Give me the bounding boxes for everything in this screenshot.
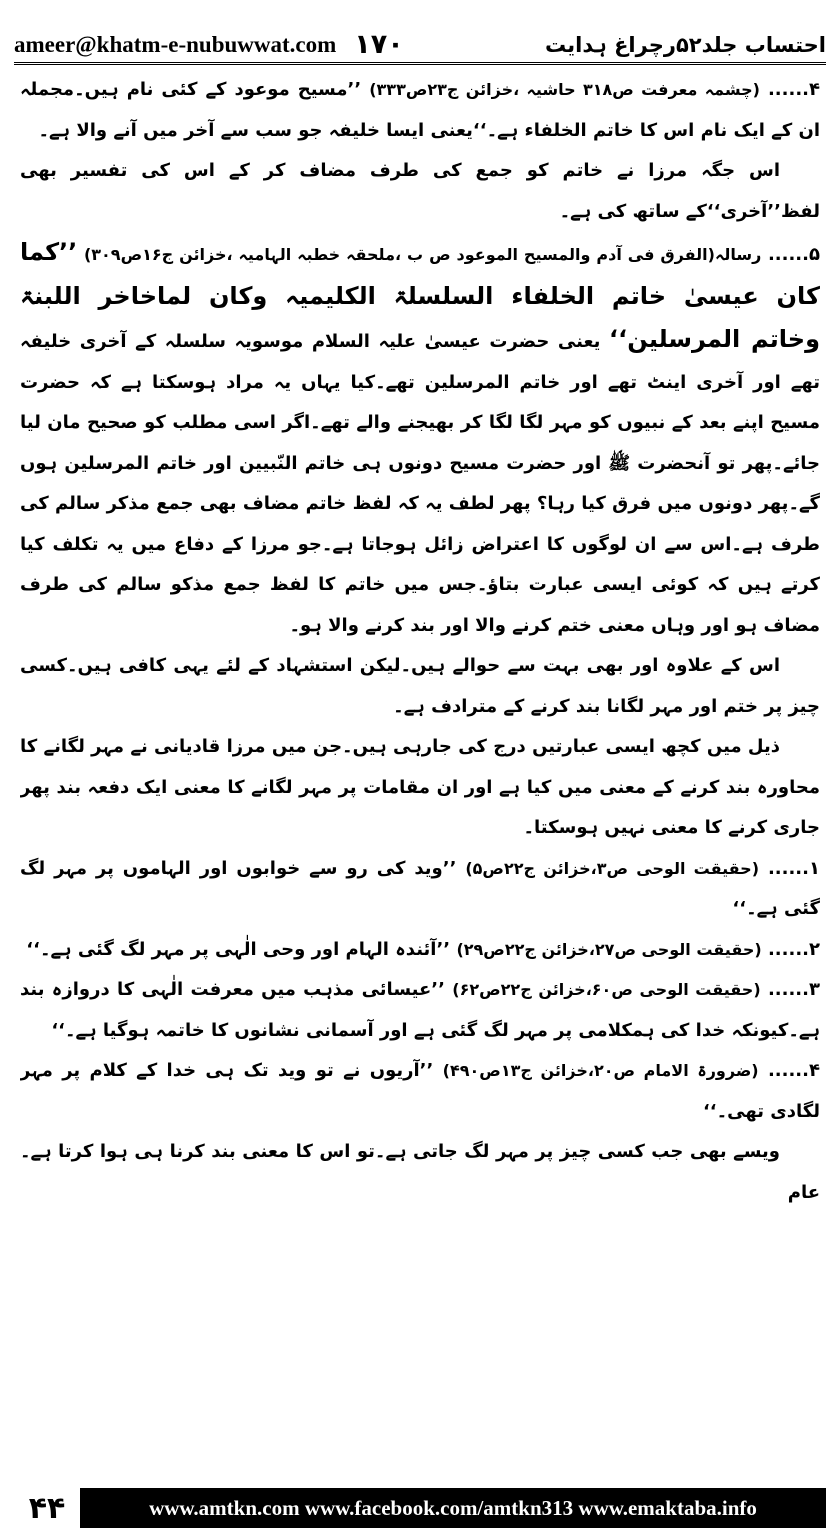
citation: (ضرورۃ الامام ص۲۰،خزائن ج۱۳ص۴۹۰) [442, 1061, 759, 1080]
footer-page-number: ۴۴ [28, 1490, 66, 1526]
item-number: ۳...... [767, 979, 820, 1000]
item-number: ۴...... [767, 79, 820, 100]
quote-text: ’’آریوں نے تو وید تک ہی خدا کے کلام پر مہر لگادی تھی۔‘‘ [20, 1060, 820, 1122]
header-email: ameer@khatm-e-nubuwwat.com [14, 32, 337, 57]
quote-text: ’’عیسائی مذہب میں معرفت الٰہی کا دروازہ بند ہے۔کیونکہ خدا کی ہمکلامی پر مہر لگ گئی ہے اور آسمانی نشانوں کا خاتمہ ہوگیا ہے۔‘‘ [20, 979, 820, 1041]
paragraph-4 [20, 70, 820, 151]
item-number: ۱...... [767, 857, 820, 879]
list-item-4 [20, 1051, 820, 1132]
quote-text: ’’آئندہ الہام اور وحی الٰہی پر مہر لگ گئی ہے۔‘‘ [26, 938, 451, 960]
quote-text: یعنی حضرت عیسیٰ علیہ السلام موسویہ سلسلہ کے آخری خلیفہ تھے اور آخری اینٹ تھے اور خاتم المرسلین تھے۔کیا یہاں یہ مراد ہوسکتا ہے کہ حضرت مسیح اپنے بعد کے نبیوں کو مہر لگا لگا کر بھیجنے والے تھے۔اگر اسی مطلب کو صحیح مان لیا جائے۔پھر تو آنحضرت ﷺ اور حضرت مسیح دونوں ہی خاتم النّبیین اور خاتم المرسلین ہوں گے۔پھر دونوں میں فرق کیا رہا؟ پھر لطف یہ کہ لفظ خاتم مضاف بھی جمع مذکر سالم کی طرف ہے۔اس سے ان لوگوں کا اعتراض زائل ہوجاتا ہے۔جو مرزا کے دفاع میں یہ تکلف کیا کرتے ہیں کہ کوئی ایسی عبارت بتاؤ۔جس میں خاتم کا لفظ جمع مذکو سالم کی طرف مضاف ہو اور وہاں معنی ختم کرنے والا اور بند کرنے والا ہو۔ [20, 331, 820, 636]
footer-links[interactable]: www.amtkn.com www.facebook.com/amtkn313 www.emaktaba.info [80, 1488, 826, 1528]
list-item-2 [20, 930, 820, 971]
arabic-quote: ’’کما کان عیسیٰ خاتم الخلفاء السلسلۃ الکلیمیہ وکان لماخاخر اللبنۃ وخاتم المرسلین‘‘ [20, 238, 820, 353]
citation: (حقیقت الوحی ص۶۰،خزائن ج۲۲ص۶۲) [452, 980, 761, 999]
page-header [14, 14, 826, 60]
item-number: ۵...... [767, 244, 820, 265]
paragraph-5 [20, 232, 820, 646]
citation: (حقیقت الوحی ص۳،خزائن ج۲۲ص۵) [465, 858, 760, 878]
quote-text: ’’وید کی رو سے خوابوں اور الہاموں پر مہر لگ گئی ہے۔‘‘ [20, 857, 820, 919]
list-item-3 [20, 970, 820, 1051]
list-item-1 [20, 849, 820, 930]
paragraph-explanation: اس جگہ مرزا نے خاتم کو جمع کی طرف مضاف کر کے اس کی تفسیر بھی لفظ’’آخری‘‘کے ساتھ کی ہے۔ [20, 160, 820, 222]
citation: رسالہ(الفرق فی آدم والمسیح الموعود ص ب ،ملحقہ خطبہ الہامیہ ،خزائن ج۱۶ص۳۰۹) [83, 245, 762, 264]
item-number: ۲...... [767, 938, 820, 960]
quote-text: ’’مسیح موعود کے کئی نام ہیں۔مجملہ ان کے ایک نام اس کا خاتم الخلفاء ہے۔‘‘یعنی ایسا خلیفہ جو سب سے آخر میں آنے والا ہے۔ [20, 79, 820, 141]
header-left [14, 30, 404, 60]
citation: (چشمہ معرفت ص۳۱۸ حاشیہ ،خزائن ج۲۳ص۳۳۳) [369, 80, 760, 99]
paragraph-closing: ویسے بھی جب کسی چیز پر مہر لگ جاتی ہے۔تو اس کا معنی بند کرنا ہی ہوا کرتا ہے۔عام [20, 1141, 820, 1203]
paragraph-references: اس کے علاوہ اور بھی بہت سے حوالے ہیں۔لیکن استشہاد کے لئے یہی کافی ہیں۔کسی چیز پر ختم اور مہر لگانا بند کرنے کے مترادف ہے۔ [20, 655, 820, 717]
header-book-title: احتساب جلد۵۲رچراغ ہدایت [545, 33, 826, 57]
paragraph-intro: ذیل میں کچھ ایسی عبارتیں درج کی جارہی ہیں۔جن میں مرزا قادیانی نے مہر لگانے کا محاورہ بند کرنے کے معنی میں کیا ہے اور ان مقامات پر مہر لگانے کا معنی ایک دفعہ بند پھر جاری کرنے کا معنی نہیں ہوسکتا۔ [20, 736, 820, 838]
page-footer [14, 1488, 826, 1528]
header-page-number: ۱۷۰ [354, 29, 404, 60]
header-rule [14, 62, 826, 68]
citation: (حقیقت الوحی ص۲۷،خزائن ج۲۲ص۲۹) [456, 939, 762, 959]
item-number: ۴...... [767, 1060, 820, 1081]
page-body [20, 70, 820, 1450]
